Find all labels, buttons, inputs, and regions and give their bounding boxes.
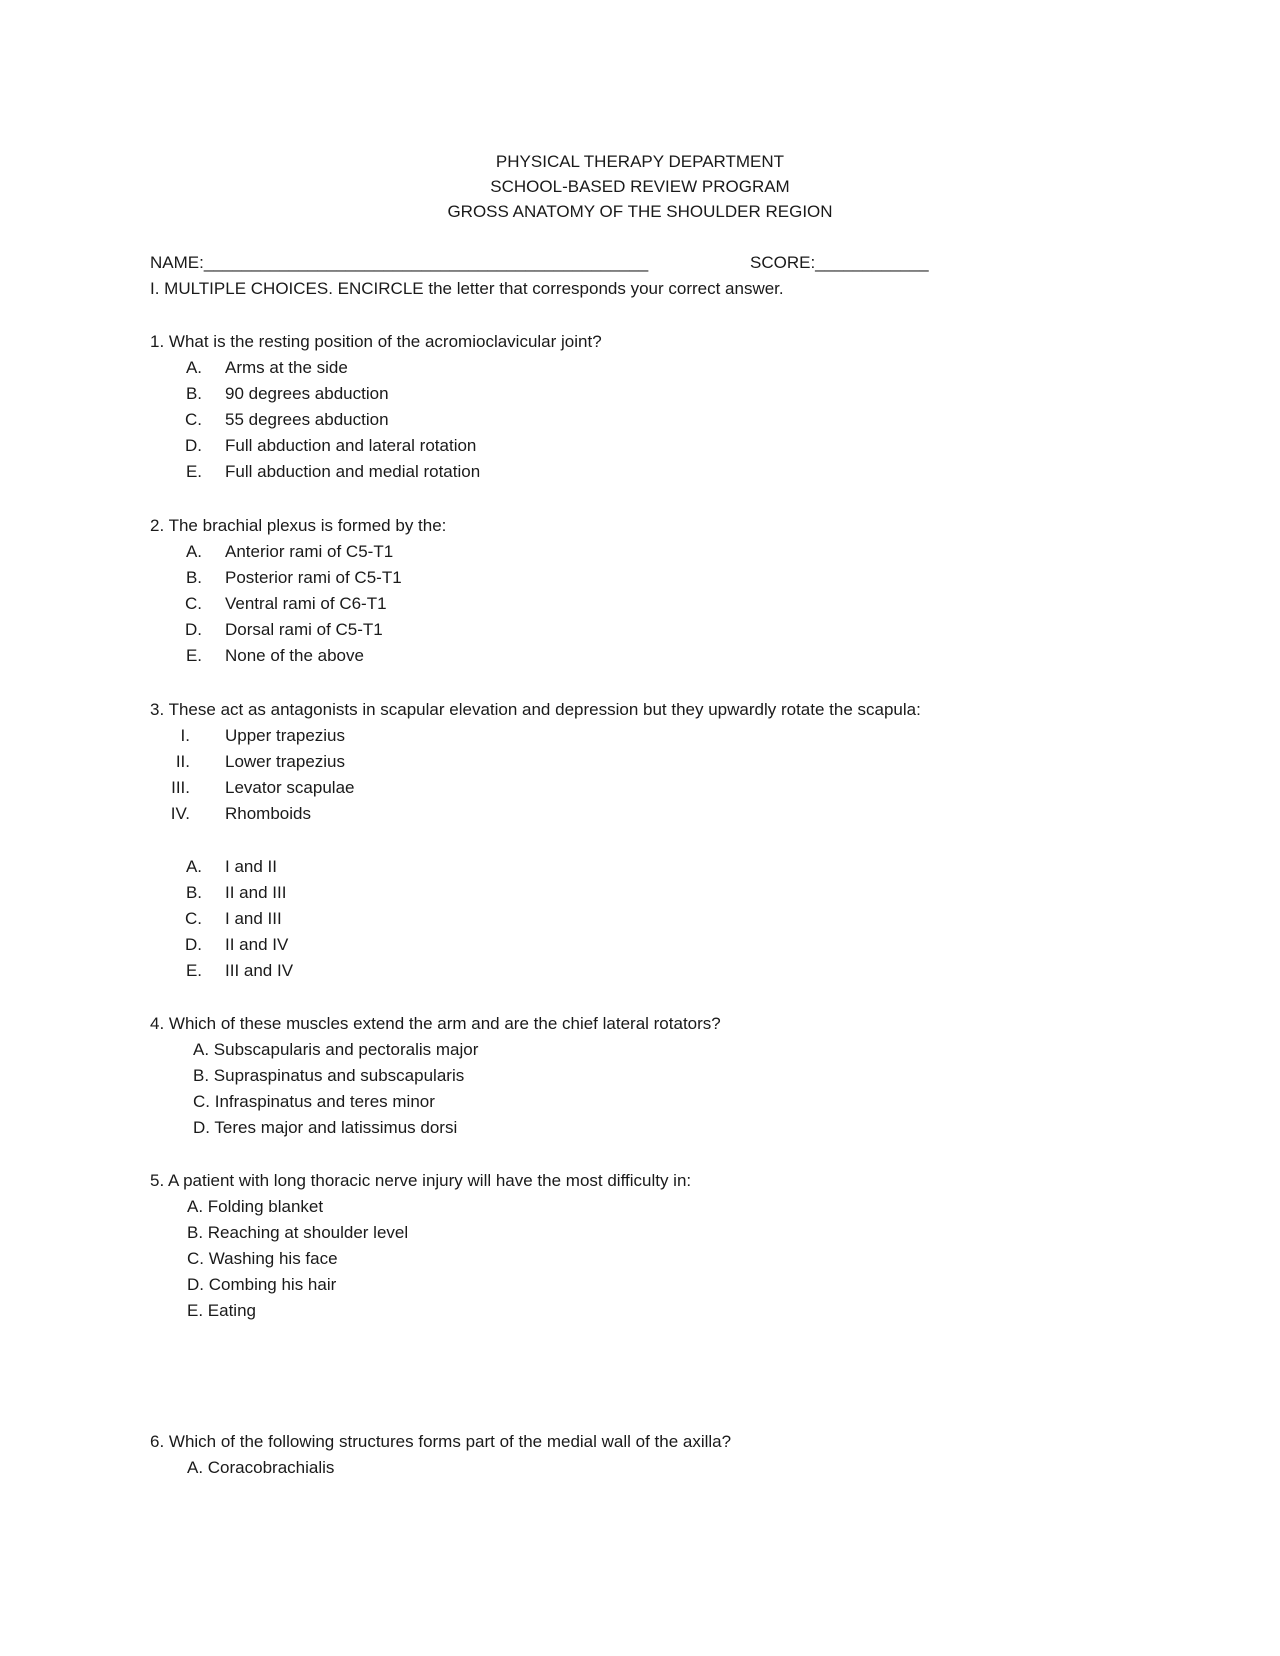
option-d[interactable]: D. Combing his hair (187, 1275, 337, 1294)
option-text: 55 degrees abduction (225, 410, 389, 429)
option-letter: E. (185, 961, 202, 980)
option-text: II and III (225, 883, 287, 902)
item-text: Levator scapulae (225, 778, 355, 797)
option-a[interactable]: A. Folding blanket (187, 1197, 324, 1216)
option-text: 90 degrees abduction (225, 384, 389, 403)
option-text: II and IV (225, 935, 289, 954)
roman-numeral: III. (171, 778, 190, 797)
option-letter: C. (185, 594, 202, 613)
option-letter: A. (185, 358, 202, 377)
score-field[interactable]: SCORE:____________ (750, 253, 929, 272)
option-letter: D. (185, 620, 202, 639)
item-text: Upper trapezius (225, 726, 346, 745)
option-letter: E. (185, 646, 202, 665)
option-b[interactable]: B. Supraspinatus and subscapularis (193, 1066, 465, 1085)
option-letter: B. (185, 568, 202, 587)
option-text: I and III (225, 909, 282, 928)
option-a[interactable]: A. Subscapularis and pectoralis major (193, 1040, 479, 1059)
option-text: Arms at the side (225, 358, 348, 377)
header-subject: GROSS ANATOMY OF THE SHOULDER REGION (447, 202, 833, 221)
option-d[interactable]: D. Teres major and latissimus dorsi (193, 1118, 458, 1137)
header-program: SCHOOL-BASED REVIEW PROGRAM (490, 177, 790, 196)
option-text: Posterior rami of C5-T1 (225, 568, 402, 587)
option-letter: B. (185, 883, 202, 902)
roman-numeral: IV. (170, 804, 190, 823)
item-text: Lower trapezius (225, 752, 346, 771)
instructions: I. MULTIPLE CHOICES. ENCIRCLE the letter that corresponds your correct answer. (150, 279, 784, 298)
option-text: Full abduction and medial rotation (225, 462, 481, 481)
option-c[interactable]: C. Washing his face (187, 1249, 338, 1268)
name-field[interactable]: NAME:_______________________________________________ (150, 253, 649, 272)
question-stem: 1. What is the resting position of the acromioclavicular joint? (150, 332, 602, 351)
option-text: None of the above (225, 646, 364, 665)
question-stem: 3. These act as antagonists in scapular elevation and depression but they upwardly rotate the scapula: (150, 700, 921, 719)
option-letter: C. (185, 410, 202, 429)
question-stem: 4. Which of these muscles extend the arm and are the chief lateral rotators? (150, 1014, 721, 1033)
question-stem: 6. Which of the following structures forms part of the medial wall of the axilla? (150, 1432, 732, 1451)
option-a[interactable]: A. Coracobrachialis (187, 1458, 335, 1477)
question-stem: 2. The brachial plexus is formed by the: (150, 516, 447, 535)
option-text: III and IV (225, 961, 294, 980)
header-department: PHYSICAL THERAPY DEPARTMENT (495, 152, 785, 171)
option-letter: A. (185, 857, 202, 876)
option-e[interactable]: E. Eating (187, 1301, 256, 1320)
option-b[interactable]: B. Reaching at shoulder level (187, 1223, 409, 1242)
option-letter: E. (185, 462, 202, 481)
option-text: Full abduction and lateral rotation (225, 436, 477, 455)
option-text: I and II (225, 857, 277, 876)
option-letter: A. (185, 542, 202, 561)
roman-numeral: II. (175, 752, 190, 771)
item-text: Rhomboids (225, 804, 311, 823)
option-letter: B. (185, 384, 202, 403)
option-letter: C. (185, 909, 202, 928)
option-text: Ventral rami of C6-T1 (225, 594, 387, 613)
option-text: Dorsal rami of C5-T1 (225, 620, 383, 639)
option-text: Anterior rami of C5-T1 (225, 542, 394, 561)
option-c[interactable]: C. Infraspinatus and teres minor (193, 1092, 435, 1111)
roman-numeral: I. (180, 726, 190, 745)
option-letter: D. (185, 436, 202, 455)
option-letter: D. (185, 935, 202, 954)
question-stem: 5. A patient with long thoracic nerve injury will have the most difficulty in: (150, 1171, 692, 1190)
